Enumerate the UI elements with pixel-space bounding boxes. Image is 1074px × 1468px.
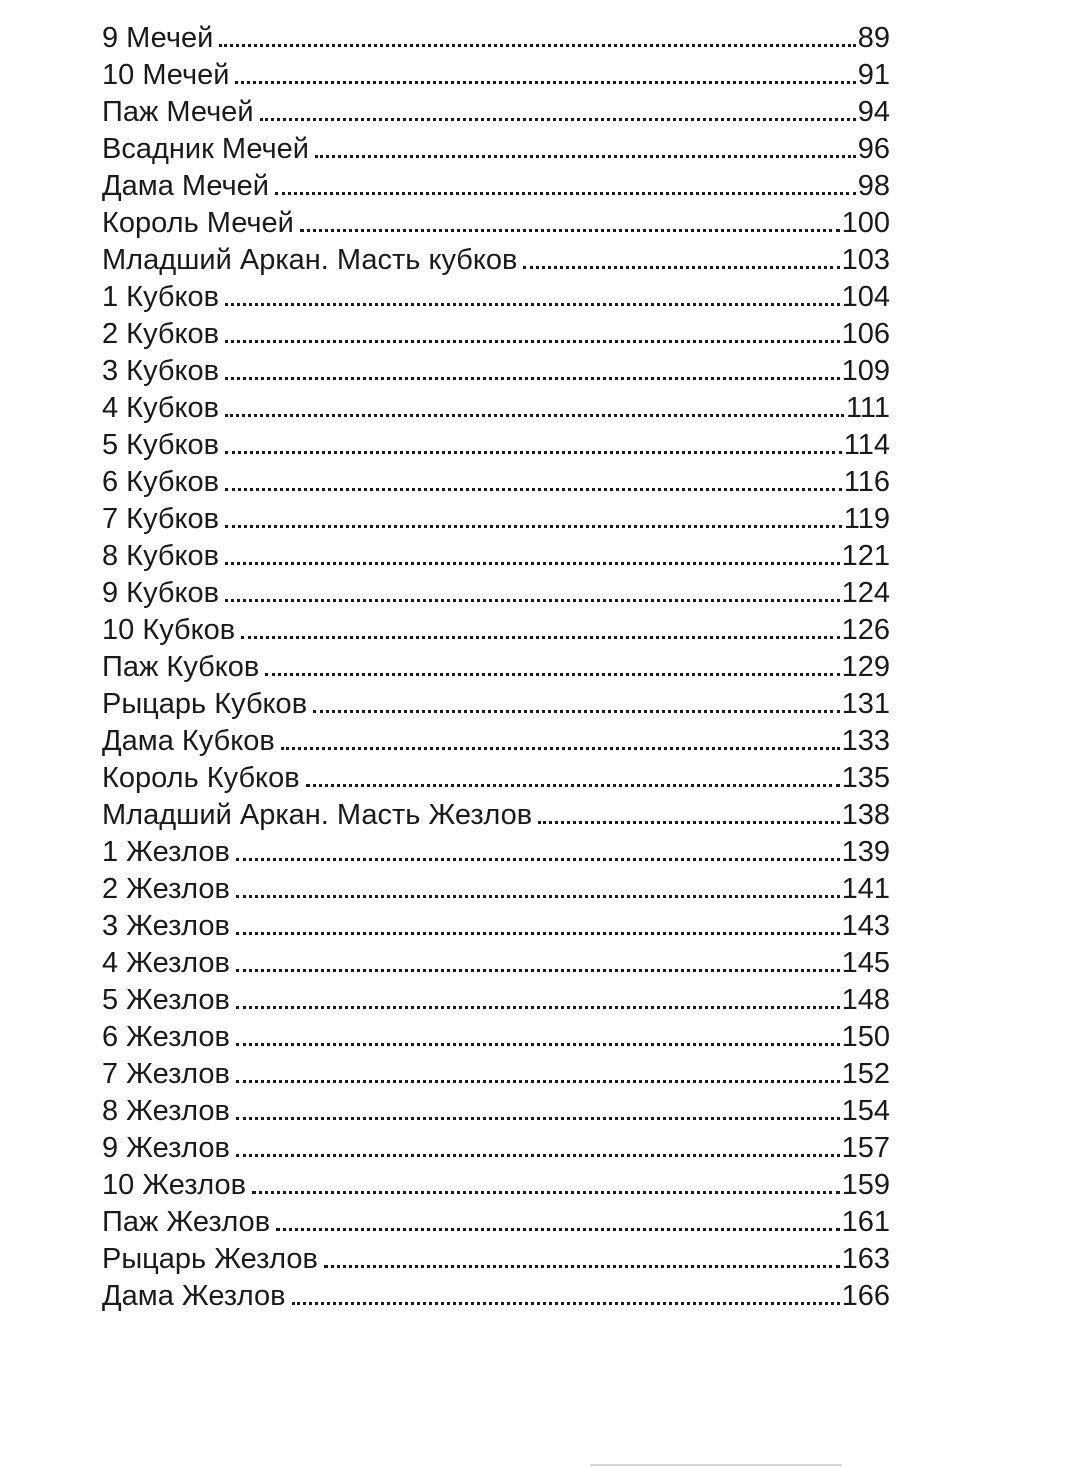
toc-entry-page: 157 (841, 1132, 890, 1164)
toc-entry[interactable] (102, 390, 890, 427)
toc-entry-page: 116 (843, 466, 890, 498)
dot-leader (236, 1006, 840, 1009)
toc-entry[interactable] (102, 1130, 890, 1167)
toc-entry-title: Паж Кубков (102, 651, 260, 683)
dot-leader (225, 303, 840, 306)
toc-entry-title: 1 Кубков (102, 281, 220, 313)
toc-entry-title: Дама Кубков (102, 725, 275, 757)
toc-entry[interactable] (102, 1278, 890, 1315)
toc-entry-title: 5 Кубков (102, 429, 220, 461)
table-of-contents (102, 20, 890, 1315)
toc-entry-title: Младший Аркан. Масть кубков (102, 244, 518, 276)
toc-entry-page: 111 (845, 392, 890, 424)
toc-entry-page: 131 (841, 688, 890, 720)
toc-entry[interactable] (102, 649, 890, 686)
dot-leader (236, 932, 840, 935)
toc-entry[interactable] (102, 1093, 890, 1130)
toc-entry-title: 8 Жезлов (102, 1095, 230, 1127)
toc-entry[interactable] (102, 945, 890, 982)
toc-entry[interactable] (102, 686, 890, 723)
toc-entry[interactable] (102, 131, 890, 168)
dot-leader (260, 118, 856, 121)
dot-leader (236, 1117, 840, 1120)
dot-leader (225, 451, 842, 454)
dot-leader (313, 710, 840, 713)
toc-entry[interactable] (102, 908, 890, 945)
toc-entry[interactable] (102, 538, 890, 575)
toc-entry-page: 145 (841, 947, 890, 979)
toc-entry-title: 2 Кубков (102, 318, 220, 350)
toc-entry-page: 89 (857, 22, 890, 54)
dot-leader (236, 1080, 840, 1083)
toc-entry-page: 109 (841, 355, 890, 387)
toc-entry-title: 10 Мечей (102, 59, 230, 91)
dot-leader (225, 488, 842, 491)
toc-entry[interactable] (102, 1204, 890, 1241)
toc-entry-page: 150 (841, 1021, 890, 1053)
dot-leader (252, 1191, 840, 1194)
dot-leader (300, 229, 840, 232)
toc-entry-title: 7 Кубков (102, 503, 220, 535)
dot-leader (265, 673, 839, 676)
dot-leader (225, 340, 840, 343)
toc-entry-page: 106 (841, 318, 890, 350)
toc-entry-title: 5 Жезлов (102, 984, 230, 1016)
toc-entry-title: 7 Жезлов (102, 1058, 230, 1090)
toc-entry[interactable] (102, 612, 890, 649)
toc-entry[interactable] (102, 205, 890, 242)
toc-entry-page: 94 (857, 96, 890, 128)
toc-entry[interactable] (102, 501, 890, 538)
dot-leader (236, 858, 840, 861)
toc-entry[interactable] (102, 20, 890, 57)
toc-entry-title: 10 Кубков (102, 614, 236, 646)
dot-leader (219, 44, 855, 47)
toc-entry[interactable] (102, 464, 890, 501)
page-edge-divider (590, 1464, 842, 1466)
dot-leader (225, 414, 844, 417)
toc-entry-title: 10 Жезлов (102, 1169, 246, 1201)
toc-entry-title: 3 Жезлов (102, 910, 230, 942)
toc-entry-page: 152 (841, 1058, 890, 1090)
toc-entry-title: 1 Жезлов (102, 836, 230, 868)
toc-entry-page: 148 (841, 984, 890, 1016)
toc-entry[interactable] (102, 242, 890, 279)
dot-leader (275, 192, 856, 195)
toc-entry-page: 121 (841, 540, 890, 572)
toc-entry-page: 135 (841, 762, 890, 794)
toc-entry[interactable] (102, 797, 890, 834)
dot-leader (225, 562, 840, 565)
toc-entry-title: 9 Жезлов (102, 1132, 230, 1164)
dot-leader (241, 636, 839, 639)
dot-leader (523, 266, 839, 269)
toc-entry-page: 139 (841, 836, 890, 868)
toc-entry[interactable] (102, 316, 890, 353)
toc-entry-page: 124 (841, 577, 890, 609)
toc-entry-page: 126 (841, 614, 890, 646)
toc-entry[interactable] (102, 871, 890, 908)
toc-entry[interactable] (102, 94, 890, 131)
toc-entry-title: Король Кубков (102, 762, 300, 794)
toc-entry[interactable] (102, 982, 890, 1019)
toc-entry-title: Паж Жезлов (102, 1206, 271, 1238)
toc-entry-page: 129 (841, 651, 890, 683)
toc-entry-title: 6 Жезлов (102, 1021, 230, 1053)
toc-entry-page: 91 (857, 59, 890, 91)
dot-leader (236, 969, 840, 972)
toc-entry-page: 159 (841, 1169, 890, 1201)
toc-entry-title: Всадник Мечей (102, 133, 309, 165)
toc-entry-title: Дама Мечей (102, 170, 269, 202)
toc-entry-page: 143 (841, 910, 890, 942)
toc-entry-title: 9 Кубков (102, 577, 220, 609)
dot-leader (306, 784, 840, 787)
dot-leader (236, 895, 840, 898)
dot-leader (236, 1154, 840, 1157)
toc-entry[interactable] (102, 57, 890, 94)
toc-entry-title: 6 Кубков (102, 466, 220, 498)
toc-entry[interactable] (102, 353, 890, 390)
dot-leader (235, 81, 855, 84)
toc-entry[interactable] (102, 279, 890, 316)
toc-entry[interactable] (102, 834, 890, 871)
toc-entry-title: 9 Мечей (102, 22, 214, 54)
toc-entry-title: Рыцарь Кубков (102, 688, 308, 720)
toc-entry-title: Паж Мечей (102, 96, 254, 128)
dot-leader (324, 1265, 840, 1268)
toc-entry-page: 103 (841, 244, 890, 276)
toc-entry-page: 166 (841, 1280, 890, 1312)
dot-leader (225, 377, 840, 380)
dot-leader (236, 1043, 840, 1046)
toc-entry-title: Дама Жезлов (102, 1280, 286, 1312)
toc-entry-title: Младший Аркан. Масть Жезлов (102, 799, 533, 831)
toc-entry-page: 104 (841, 281, 890, 313)
dot-leader (292, 1302, 840, 1305)
toc-entry[interactable] (102, 427, 890, 464)
dot-leader (225, 525, 842, 528)
toc-entry-page: 98 (857, 170, 890, 202)
dot-leader (281, 747, 840, 750)
toc-entry[interactable] (102, 575, 890, 612)
toc-entry-page: 119 (843, 503, 890, 535)
toc-entry[interactable] (102, 1241, 890, 1278)
toc-entry-page: 138 (841, 799, 890, 831)
toc-entry-title: 4 Кубков (102, 392, 220, 424)
toc-entry-title: 2 Жезлов (102, 873, 230, 905)
toc-entry[interactable] (102, 760, 890, 797)
toc-entry-page: 100 (841, 207, 890, 239)
toc-entry[interactable] (102, 1019, 890, 1056)
toc-entry-page: 114 (843, 429, 890, 461)
dot-leader (538, 821, 839, 824)
dot-leader (276, 1228, 840, 1231)
toc-entry-page: 96 (857, 133, 890, 165)
toc-entry-page: 141 (841, 873, 890, 905)
toc-entry[interactable] (102, 723, 890, 760)
dot-leader (315, 155, 856, 158)
toc-entry-page: 154 (841, 1095, 890, 1127)
toc-entry-page: 163 (841, 1243, 890, 1275)
toc-entry-title: Рыцарь Жезлов (102, 1243, 318, 1275)
toc-entry[interactable] (102, 1056, 890, 1093)
toc-entry-page: 161 (841, 1206, 890, 1238)
toc-entry-title: 4 Жезлов (102, 947, 230, 979)
toc-entry[interactable] (102, 1167, 890, 1204)
toc-entry-page: 133 (841, 725, 890, 757)
toc-entry-title: Король Мечей (102, 207, 294, 239)
toc-entry-title: 3 Кубков (102, 355, 220, 387)
dot-leader (225, 599, 840, 602)
toc-entry[interactable] (102, 168, 890, 205)
toc-entry-title: 8 Кубков (102, 540, 220, 572)
